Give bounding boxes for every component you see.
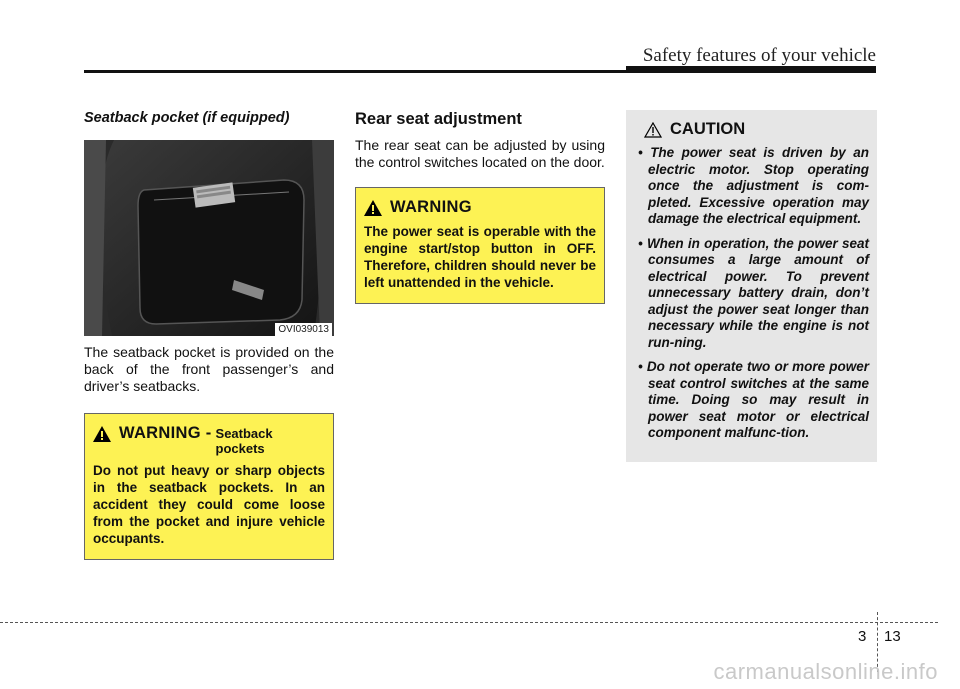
middle-column (355, 110, 605, 304)
header-title: Safety features of your vehicle (642, 45, 876, 66)
caution-triangle-icon (644, 122, 662, 138)
caution-item: • The power seat is driven by an electric motor. Stop operating once the adjustment is com-pleted. Excessive operation may damage the electrical equipment. (634, 145, 869, 228)
watermark: carmanualsonline.info (713, 659, 938, 684)
warning-triangle-icon (93, 426, 111, 442)
caution-box (626, 110, 877, 462)
warning-title: WARNING - (119, 424, 212, 442)
seatback-pocket-photo (84, 140, 334, 336)
rear-seat-paragraph: The rear seat can be adjusted by using the control switches located on the door. (355, 137, 605, 170)
chapter-number: 3 (858, 628, 867, 645)
caution-title: CAUTION (670, 120, 746, 138)
page-number: 13 (884, 628, 901, 645)
left-column (84, 110, 334, 560)
seatback-illustration (84, 140, 334, 336)
footer-rule (0, 622, 938, 623)
caution-item: • When in operation, the power seat consumes a large amount of electrical power. To prevent unnecessary battery drain, don’t adjust the power seat longer than necessary while the engine is not run-ning. (634, 236, 869, 352)
photo-code: OVI039013 (275, 323, 332, 336)
warning-text: The power seat is operable with the engine start/stop button in OFF. Therefore, children should never be left unattended in the vehicle. (364, 224, 596, 290)
seatback-pocket-paragraph: The seatback pocket is provided on the back of the front passenger’s and driver’s seatbacks. (84, 344, 334, 394)
seatback-pocket-heading: Seatback pocket (if equipped) (84, 110, 290, 126)
power-seat-warning-box (355, 187, 605, 304)
right-column (626, 110, 877, 462)
warning-triangle-icon (364, 200, 382, 216)
warning-subtitle: Seatback pockets (215, 426, 273, 456)
seatback-warning-box (84, 413, 334, 560)
rear-seat-heading: Rear seat adjustment (355, 110, 522, 128)
header-rule-accent (626, 66, 876, 73)
caution-item: • Do not operate two or more power seat control switches at the same time. Doing so may result in power seat motor or electrical component malfunc-tion. (634, 359, 869, 442)
warning-title: WARNING (390, 198, 472, 216)
caution-list (634, 145, 869, 442)
warning-text: Do not put heavy or sharp objects in the seatback pockets. In an accident they could come loose from the pocket and injure vehicle occupants. (93, 463, 325, 546)
